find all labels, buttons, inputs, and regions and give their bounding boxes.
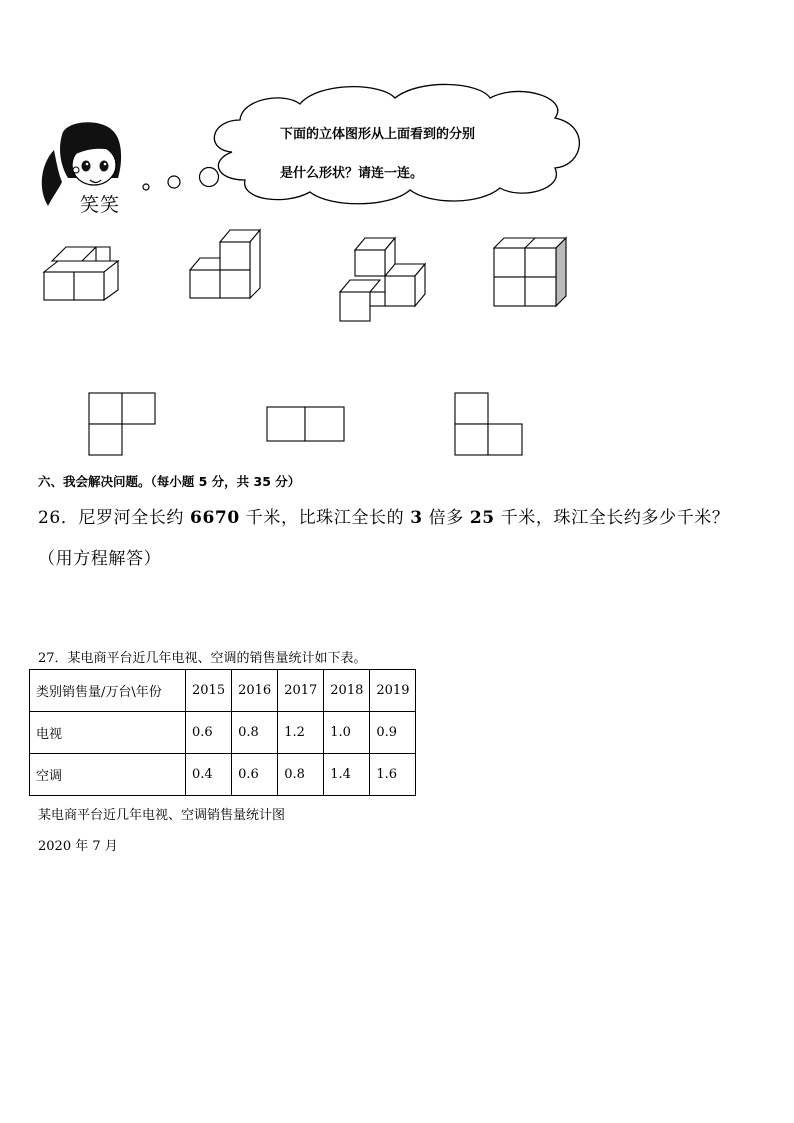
table-cell: 0.8 (232, 712, 278, 754)
top-view-shape-1 (89, 393, 155, 455)
top-view-shape-2 (267, 407, 344, 441)
chart-date: 2020 年 7 月 (38, 839, 118, 854)
table-header-cell: 2015 (186, 670, 232, 712)
q26-text-a: 尼罗河全长约 (78, 508, 191, 528)
table-header-cell: 2019 (370, 670, 416, 712)
table-row (30, 754, 416, 796)
sales-table (29, 669, 416, 796)
section-title: 六、我会解决问题。（每小题 5 分，共 35 分） (38, 474, 301, 489)
q26-hint: （用方程解答） (38, 549, 162, 569)
table-cell: 0.6 (232, 754, 278, 796)
q26-text-c: 倍多 (422, 508, 470, 528)
top-view-shape-3 (455, 393, 522, 455)
q26-num3: 25 (469, 508, 495, 528)
chart-caption: 某电商平台近几年电视、空调销售量统计图 (38, 808, 286, 823)
table-cell: 0.6 (186, 712, 232, 754)
table-cell: 空调 (30, 754, 186, 796)
table-cell: 0.4 (186, 754, 232, 796)
question-26 (38, 503, 730, 528)
table-header-row (30, 670, 416, 712)
table-cell: 0.9 (370, 712, 416, 754)
table-cell: 1.2 (278, 712, 324, 754)
q26-number: 26． (38, 508, 79, 528)
question-27: 27．某电商平台近几年电视、空调的销售量统计如下表。 (38, 651, 367, 666)
table-cell: 0.8 (278, 754, 324, 796)
top-view-shapes (0, 0, 794, 470)
table-row (30, 712, 416, 754)
table-header-cell: 2016 (232, 670, 278, 712)
table-cell: 1.0 (324, 712, 370, 754)
girl-name: 笑笑 (80, 194, 121, 216)
table-cell: 1.6 (370, 754, 416, 796)
table-header-cell: 2018 (324, 670, 370, 712)
table-header-cell: 2017 (278, 670, 324, 712)
table-header-cell: 类别销售量/万台\年份 (30, 670, 186, 712)
table-cell: 1.4 (324, 754, 370, 796)
bubble-text-line1: 下面的立体图形从上面看到的分别 (280, 127, 476, 142)
q26-num1: 6670 (190, 508, 240, 528)
q26-text-d: 千米，珠江全长约多少千米？ (494, 508, 730, 528)
bubble-text-line2: 是什么形状？请连一连。 (280, 166, 424, 181)
table-cell: 电视 (30, 712, 186, 754)
q26-num2: 3 (410, 508, 423, 528)
q26-text-b: 千米，比珠江全长的 (239, 508, 411, 528)
